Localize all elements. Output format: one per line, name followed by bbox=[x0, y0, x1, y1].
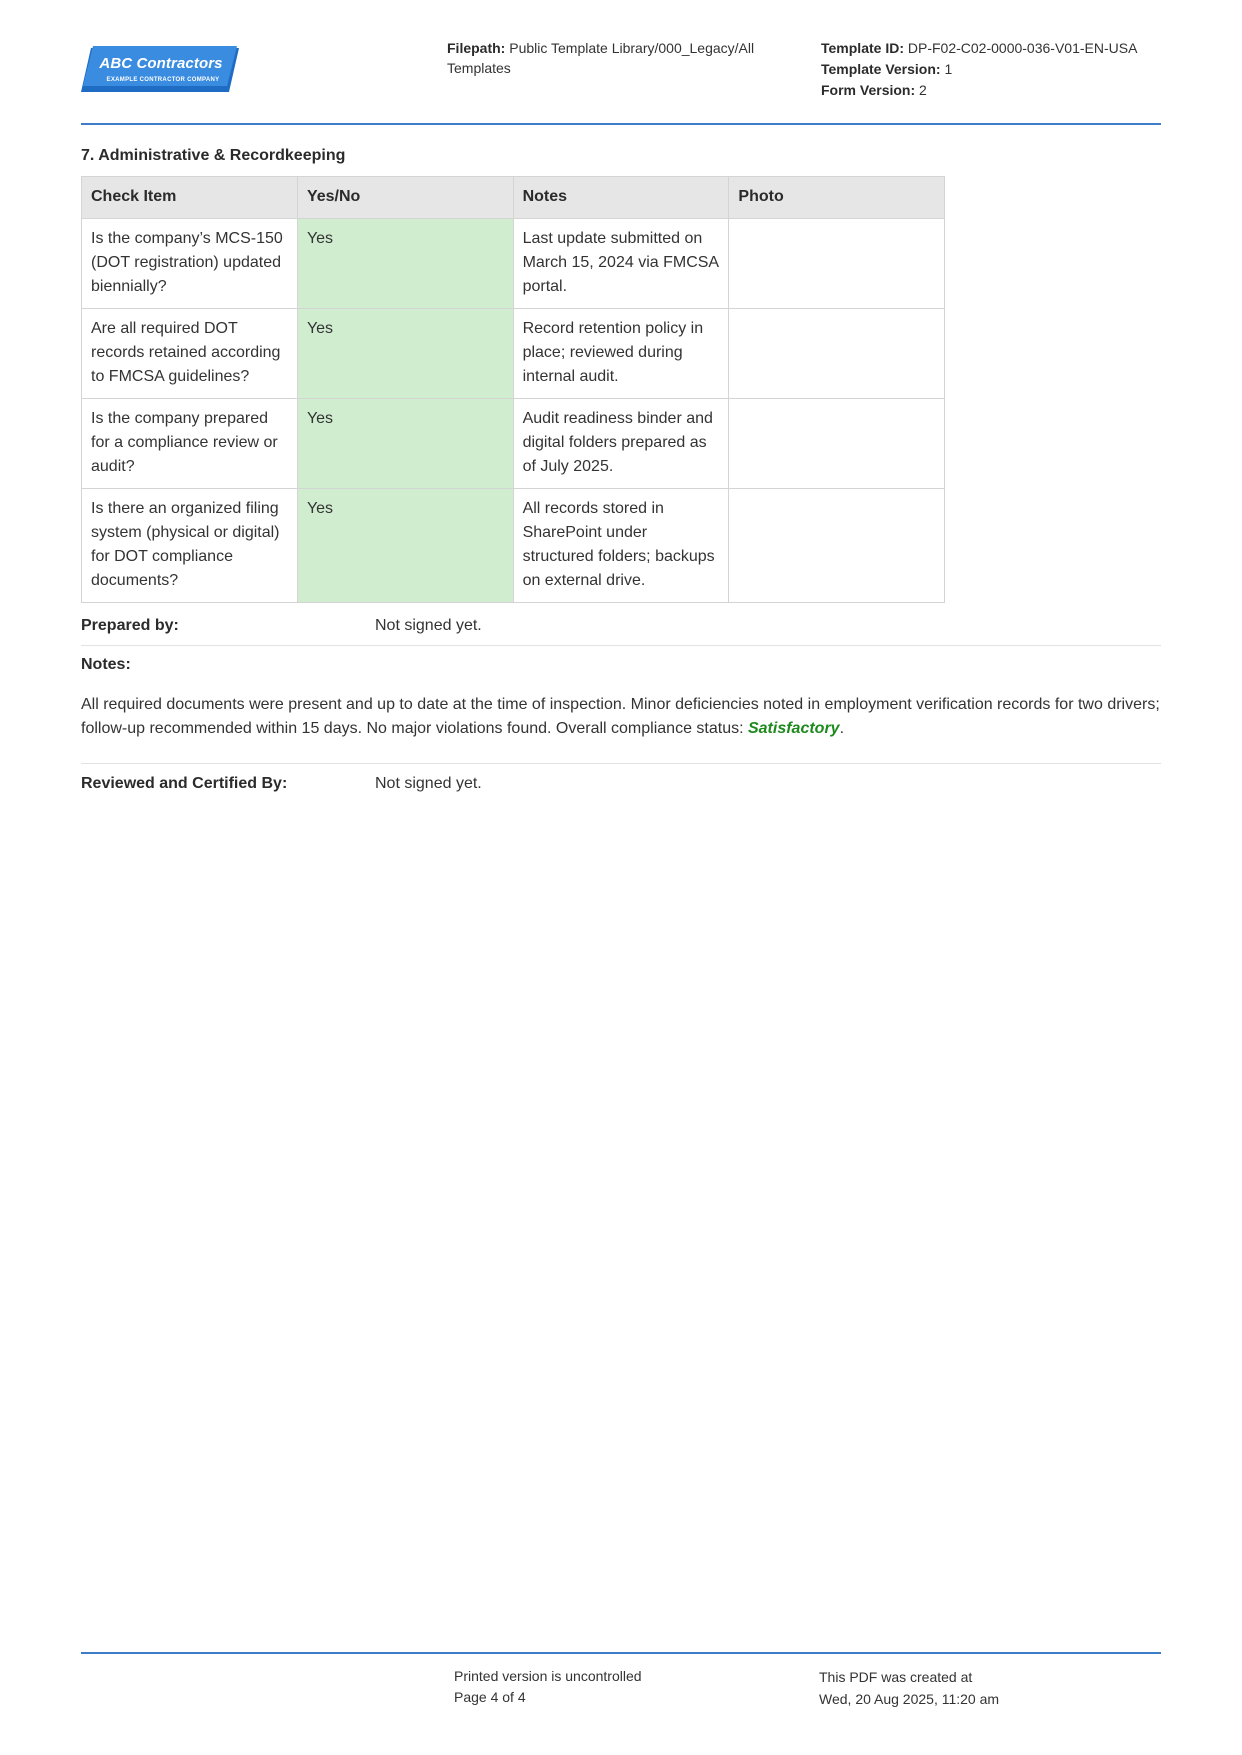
template-version-label: Template Version: bbox=[821, 61, 941, 77]
check-item-cell: Are all required DOT records retained according to FMCSA guidelines? bbox=[82, 309, 298, 399]
template-meta bbox=[821, 38, 1161, 101]
created-label: This PDF was created at bbox=[819, 1669, 973, 1685]
photo-cell bbox=[729, 309, 945, 399]
check-item-cell: Is the company prepared for a compliance review or audit? bbox=[82, 399, 298, 489]
table-row bbox=[82, 309, 945, 399]
template-id-label: Template ID: bbox=[821, 40, 904, 56]
form-version-value: 2 bbox=[919, 82, 927, 98]
prepared-divider bbox=[81, 645, 1161, 646]
section-title: 7. Administrative & Recordkeeping bbox=[81, 147, 346, 164]
footer-page-info bbox=[454, 1666, 642, 1708]
compliance-status: Satisfactory bbox=[747, 720, 840, 737]
footer-divider bbox=[81, 1652, 1161, 1654]
filepath-info bbox=[447, 38, 777, 78]
reviewed-by-value: Not signed yet. bbox=[375, 775, 482, 792]
company-logo bbox=[81, 46, 239, 94]
answer-cell: Yes bbox=[297, 489, 513, 603]
template-id-value: DP-F02-C02-0000-036-V01-EN-USA bbox=[907, 40, 1138, 56]
table-row bbox=[82, 399, 945, 489]
notes-label: Notes: bbox=[81, 656, 131, 673]
column-header-photo: Photo bbox=[729, 177, 945, 219]
reviewed-by-label: Reviewed and Certified By: bbox=[81, 775, 288, 792]
created-timestamp: Wed, 20 Aug 2025, 11:20 am bbox=[819, 1691, 1000, 1707]
logo-title: ABC Contractors bbox=[99, 55, 223, 72]
answer-cell: Yes bbox=[297, 399, 513, 489]
photo-cell bbox=[729, 399, 945, 489]
answer-cell: Yes bbox=[297, 309, 513, 399]
prepared-by-value: Not signed yet. bbox=[375, 617, 482, 634]
page-number: Page 4 of 4 bbox=[454, 1689, 526, 1705]
notes-cell: All records stored in SharePoint under structured folders; backups on external drive. bbox=[513, 489, 729, 603]
template-version-line bbox=[821, 59, 1161, 80]
photo-cell bbox=[729, 489, 945, 603]
template-id-line bbox=[821, 38, 1161, 59]
notes-divider bbox=[81, 763, 1161, 764]
document-page bbox=[81, 0, 1161, 1755]
notes-trailing: . bbox=[839, 720, 845, 737]
photo-cell bbox=[729, 219, 945, 309]
check-item-cell: Is there an organized filing system (physical or digital) for DOT compliance documents? bbox=[82, 489, 298, 603]
page-header bbox=[81, 38, 1161, 124]
filepath-label: Filepath: bbox=[447, 40, 506, 56]
footer-created-info bbox=[819, 1666, 999, 1710]
column-header-notes: Notes bbox=[513, 177, 729, 219]
notes-cell: Record retention policy in place; reviewed during internal audit. bbox=[513, 309, 729, 399]
notes-text bbox=[81, 693, 1161, 741]
prepared-by-label: Prepared by: bbox=[81, 617, 179, 634]
column-header-yes-no: Yes/No bbox=[297, 177, 513, 219]
filepath-value: Public Template Library/000_Legacy/All Templates bbox=[447, 40, 755, 76]
notes-cell: Last update submitted on March 15, 2024 via FMCSA portal. bbox=[513, 219, 729, 309]
uncontrolled-notice: Printed version is uncontrolled bbox=[454, 1668, 642, 1684]
header-divider bbox=[81, 123, 1161, 125]
check-item-cell: Is the company’s MCS-150 (DOT registration) updated biennially? bbox=[82, 219, 298, 309]
column-header-check-item: Check Item bbox=[82, 177, 298, 219]
table-row bbox=[82, 219, 945, 309]
form-version-line bbox=[821, 80, 1161, 101]
logo-subtitle: EXAMPLE CONTRACTOR COMPANY bbox=[106, 77, 220, 83]
table-header-row bbox=[82, 177, 945, 219]
checklist-table bbox=[81, 176, 945, 603]
answer-cell: Yes bbox=[297, 219, 513, 309]
table-row bbox=[82, 489, 945, 603]
form-version-label: Form Version: bbox=[821, 82, 916, 98]
notes-cell: Audit readiness binder and digital folders prepared as of July 2025. bbox=[513, 399, 729, 489]
template-version-value: 1 bbox=[944, 61, 953, 77]
notes-body: All required documents were present and up to date at the time of inspection. Minor deficiencies noted in employment verification records for two drivers; follow-up recommended within 15 days. No major violations found. Overall compliance status: bbox=[81, 696, 1160, 737]
